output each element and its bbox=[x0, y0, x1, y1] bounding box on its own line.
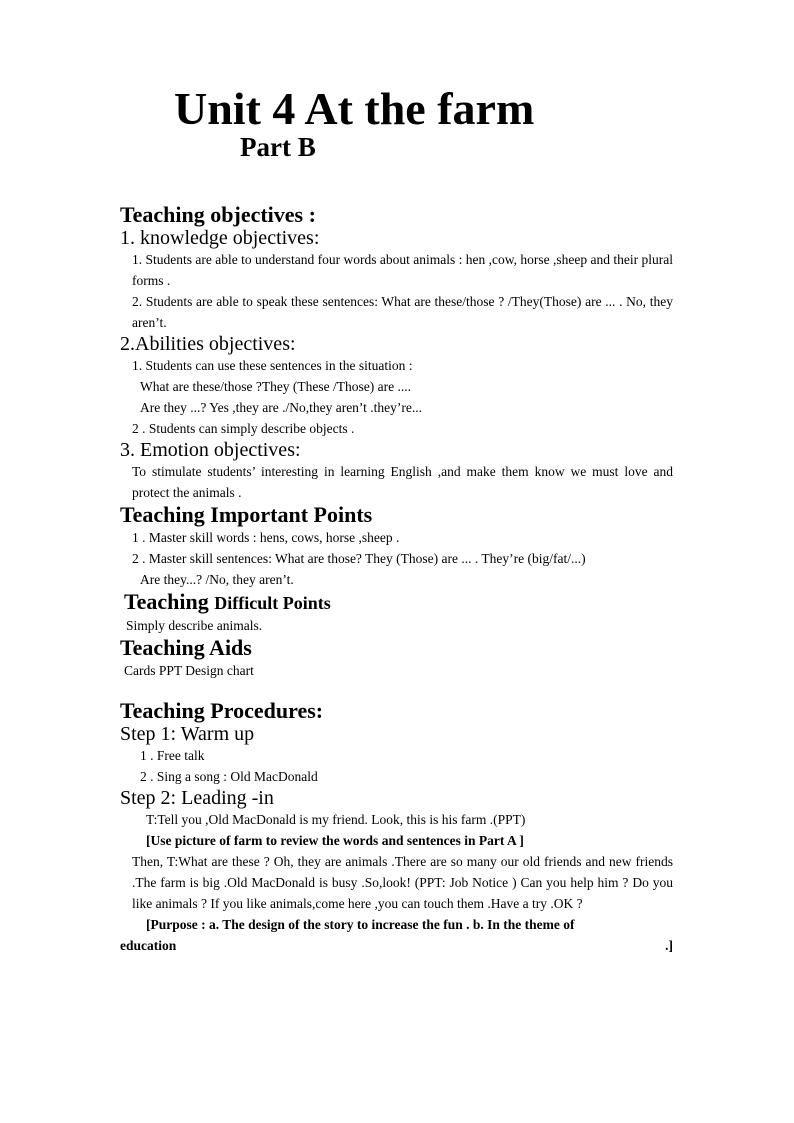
important-point-2: 2 . Master skill sentences: What are those? They (Those) are ... . They’re (big/fat/...) bbox=[132, 551, 586, 566]
abilities-item-1b: Are they ...? Yes ,they are ./No,they aren’t .they’re... bbox=[140, 400, 423, 415]
difficult-points-heading-b: Difficult Points bbox=[214, 593, 331, 613]
document-body bbox=[120, 203, 673, 956]
step1-item-2: 2 . Sing a song : Old MacDonald bbox=[140, 769, 318, 784]
aids-heading: Teaching Aids bbox=[120, 635, 252, 660]
document-title: Unit 4 At the farm bbox=[174, 83, 535, 134]
emotion-item-1: To stimulate students’ interesting in learning English ,and make them know we must love and protect the animals . bbox=[132, 464, 673, 500]
step2-line-1: T:Tell you ,Old MacDonald is my friend. Look, this is his farm .(PPT) bbox=[146, 812, 526, 827]
objectives-heading: Teaching objectives : bbox=[120, 202, 316, 227]
knowledge-item-1: 1. Students are able to understand four words about animals : hen ,cow, horse ,sheep and their plural forms . bbox=[132, 252, 673, 288]
step1-item-1: 1 . Free talk bbox=[140, 748, 205, 763]
difficult-points-heading bbox=[120, 590, 673, 615]
document-subtitle: Part B bbox=[240, 132, 316, 162]
abilities-objectives-heading: 2.Abilities objectives: bbox=[120, 333, 296, 355]
important-points-heading: Teaching Important Points bbox=[120, 502, 373, 527]
abilities-item-1a: What are these/those ?They (These /Those) are .... bbox=[140, 379, 412, 394]
step1-heading: Step 1: Warm up bbox=[120, 723, 255, 745]
step2-purpose-end bbox=[120, 935, 673, 956]
abilities-item-2: 2 . Students can simply describe objects . bbox=[132, 421, 355, 436]
procedures-heading: Teaching Procedures: bbox=[120, 698, 324, 723]
abilities-item-1: 1. Students can use these sentences in the situation : bbox=[132, 358, 413, 373]
difficult-points-heading-a: Teaching bbox=[124, 589, 209, 614]
step2-paragraph: Then, T:What are these ? Oh, they are animals .There are so many our old friends and new friends .The farm is big .Old MacDonald is busy .So,look! (PPT: Job Notice ) Can you help him ? Do you like animals ? If you like animals,come here ,you can touch them .Have a try .OK ? bbox=[132, 854, 673, 911]
knowledge-objectives-heading: 1. knowledge objectives: bbox=[120, 227, 320, 249]
difficult-point-1: Simply describe animals. bbox=[126, 618, 263, 633]
step2-heading: Step 2: Leading -in bbox=[120, 787, 274, 809]
important-point-1: 1 . Master skill words : hens, cows, horse ,sheep . bbox=[132, 530, 400, 545]
aids-items: Cards PPT Design chart bbox=[124, 663, 254, 678]
step2-line-2: [Use picture of farm to review the words and sentences in Part A ] bbox=[146, 833, 524, 848]
emotion-objectives-heading: 3. Emotion objectives: bbox=[120, 439, 301, 461]
step2-purpose: [Purpose : a. The design of the story to increase the fun . b. In the theme of bbox=[146, 917, 575, 932]
step2-purpose-end-a: education bbox=[120, 938, 177, 953]
knowledge-item-2: 2. Students are able to speak these sentences: What are these/those ? /They(Those) are ... . No, they aren’t. bbox=[132, 294, 673, 330]
step2-purpose-end-b: .] bbox=[665, 938, 673, 953]
important-point-2b: Are they...? /No, they aren’t. bbox=[140, 572, 294, 587]
